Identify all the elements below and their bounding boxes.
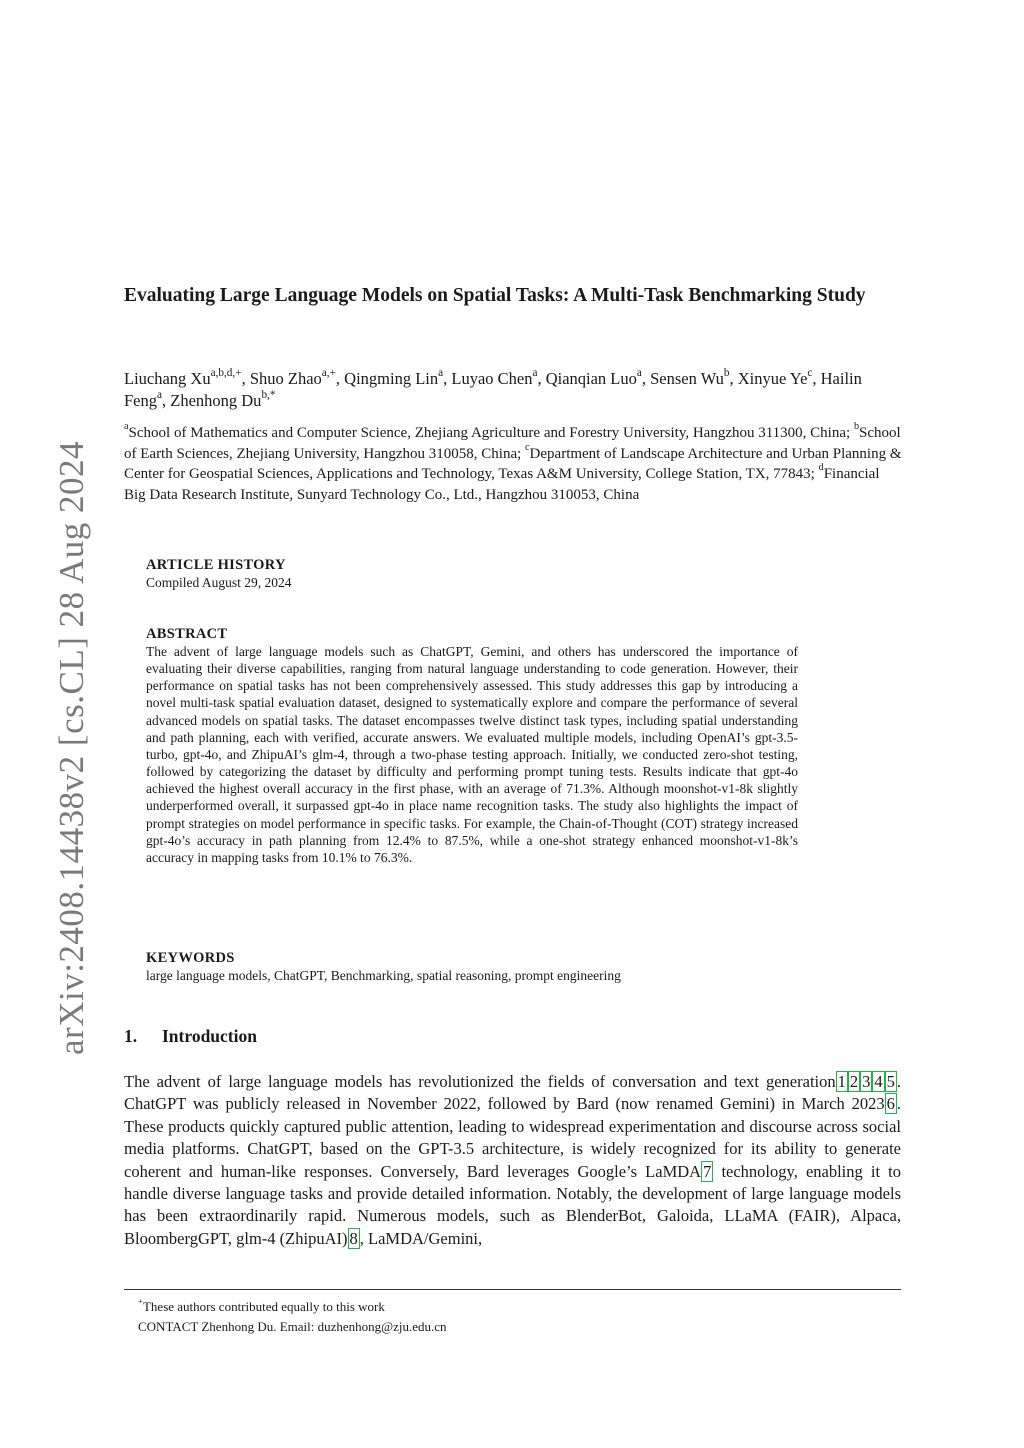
author [737,366,813,388]
author-name: Zhenhong Du [170,391,262,410]
affiliation-text: Financial Big Data Research Institute, Sunyard Technology Co., Ltd., Hangzhou 310053, China [124,466,880,503]
author-affiliation-mark: b [723,366,730,379]
intro-text: . These products quickly captured public attention, leading to widespread experimentation and discourse across social media platforms. ChatGPT, based on the GPT-3.5 architecture, is widely recognized for its ability to generate coherent and human-like responses. Conversely, Bard leverages Google’s LaMDA [124,1094,901,1181]
arxiv-identifier: arXiv:2408.14438v2 [cs.CL] 28 Aug 2024 [52,441,91,1055]
footnotes [138,1297,898,1337]
author [249,366,336,388]
author [170,388,276,410]
author [451,366,538,388]
author [545,366,642,388]
citation-link[interactable]: 8 [349,1228,358,1248]
author-affiliation-mark: a [438,366,444,379]
author-name: Xinyue Ye [737,369,808,388]
article-history [146,557,796,591]
intro-text: The advent of large language models has revolutionized the fields of conversation and text generation [124,1072,836,1091]
section-number: 1. [124,1026,138,1046]
citation-link[interactable]: 5 [886,1072,895,1091]
citation-link[interactable]: 6 [886,1094,895,1114]
abstract-heading: ABSTRACT [146,626,228,642]
affiliation-mark: b [853,421,860,433]
paper-title: Evaluating Large Language Models on Spatial Tasks: A Multi-Task Benchmarking Study [124,285,866,306]
author [650,366,730,388]
author-name: Qingming Lin [344,369,439,388]
citation-link[interactable]: 7 [703,1161,712,1181]
author [124,366,242,388]
section-title: Introduction [162,1026,257,1046]
footnote-rule [124,1289,901,1290]
citation-link[interactable]: 1 [837,1072,846,1091]
author-name: Shuo Zhao [249,369,322,388]
author-name: Sensen Wu [650,369,724,388]
compiled-date: Compiled August 29, 2024 [146,575,292,590]
keywords-text: large language models, ChatGPT, Benchmarking, spatial reasoning, prompt engineering [146,968,621,983]
author-affiliation-mark: a [532,366,538,379]
author-name: Luyao Chen [451,369,533,388]
author-name: Liuchang Xu [124,369,211,388]
affiliation-text: Department of Landscape Architecture and Urban Planning & Center for Geospatial Sciences, Applications and Technology, Texas A&M University, College Station, TX, 77843; [124,445,902,482]
affiliation-mark: a [124,421,129,433]
author-affiliation-mark: c [807,366,813,379]
citation-link[interactable]: 3 [862,1072,871,1091]
author-affiliation-mark: a,b,d,+ [210,366,242,379]
author-name: Hailin Feng [124,369,862,410]
article-history-heading: ARTICLE HISTORY [146,557,286,573]
affiliation-text: School of Earth Sciences, Zhejiang University, Hangzhou 310058, China; [124,425,901,462]
author [344,366,444,388]
author-list: Liuchang $Xu^{a,b,d,+}$, Shuo Zhao$^{a,+}$, Qingming Lin$^a$, Luyao Chen$^a$, Qianqian Luo$^a$, Sensen Wu$^b$, Xinyue Ye$^c$, Hailin Feng$^a$, Zhenhong $Du^{b,*}$ [124,366,862,410]
author-name: Qianqian Luo [545,369,637,388]
affiliations [124,423,904,505]
footnote-contact: CONTACT Zhenhong Du. Email: duzhenhong@zju.edu.cn [138,1319,447,1334]
introduction-paragraph [124,1071,901,1250]
author-affiliation-mark: a [636,366,642,379]
affiliation-mark: d [818,462,824,474]
keywords [146,950,796,984]
section-heading-introduction [124,1026,257,1047]
affiliation-mark: c [525,441,530,453]
intro-text: , LaMDA/Gemini, [359,1228,483,1248]
footnote-mark: + [138,1296,143,1307]
intro-text: . ChatGPT was publicly released in November 2022, followed by Bard (now renamed Gemini) in March 2023 [124,1072,901,1114]
author-affiliation-mark: b,* [261,388,276,401]
citation-link[interactable]: 2 [849,1072,859,1091]
citation-link[interactable]: 4 [874,1072,883,1091]
affiliation-text: School of Mathematics and Computer Science, Zhejiang Agriculture and Forestry University, Hangzhou 311300, China; [128,425,854,441]
footnote-equal-text: These authors contributed equally to this work [142,1299,385,1314]
author-affiliation-mark: a [157,388,162,401]
intro-text: technology, enabling it to handle diverse language tasks and provide detailed information. Notably, the development of large language models has been extraordinarily rapid. Numerous models, such as BlenderBot, Galoida, LLaMA (FAIR), Alpaca, BloombergGPT, glm-4 (ZhipuAI) [124,1161,901,1248]
abstract [146,626,798,866]
author-affiliation-mark: a,+ [321,366,336,379]
footnote-equal-contribution [138,1297,898,1317]
keywords-heading: KEYWORDS [146,950,235,966]
abstract-text: The advent of large language models such as ChatGPT, Gemini, and others has underscored the importance of evaluating their diverse capabilities, ranging from natural language understanding to code generation. However, their performance on spatial tasks has not been comprehensively assessed. This study addresses this gap by introducing a novel multi-task spatial evaluation dataset, designed to systematically explore and compare the performance of several advanced models on spatial tasks. The dataset encompasses twelve distinct task types, including spatial understanding and path planning, each with verified, accurate answers. We evaluated multiple models, including OpenAI’s gpt-3.5-turbo, gpt-4o, and ZhipuAI’s glm-4, through a two-phase testing approach. Initially, we conducted zero-shot testing, followed by categorizing the dataset by difficulty and performing prompt tuning tests. Results indicate that gpt-4o achieved the highest overall accuracy in the first phase, with an average of 71.3%. Although moonshot-v1-8k slightly underperformed overall, it surpassed gpt-4o in place name recognition tasks. The study also highlights the impact of prompt strategies on model performance in specific tasks. For example, the Chain-of-Thought (COT) strategy increased gpt-4o’s accuracy in path planning from 12.4% to 87.5%, while a one-shot strategy enhanced moonshot-v1-8k’s accuracy in mapping tasks from 10.1% to 76.3%. [146,644,798,865]
